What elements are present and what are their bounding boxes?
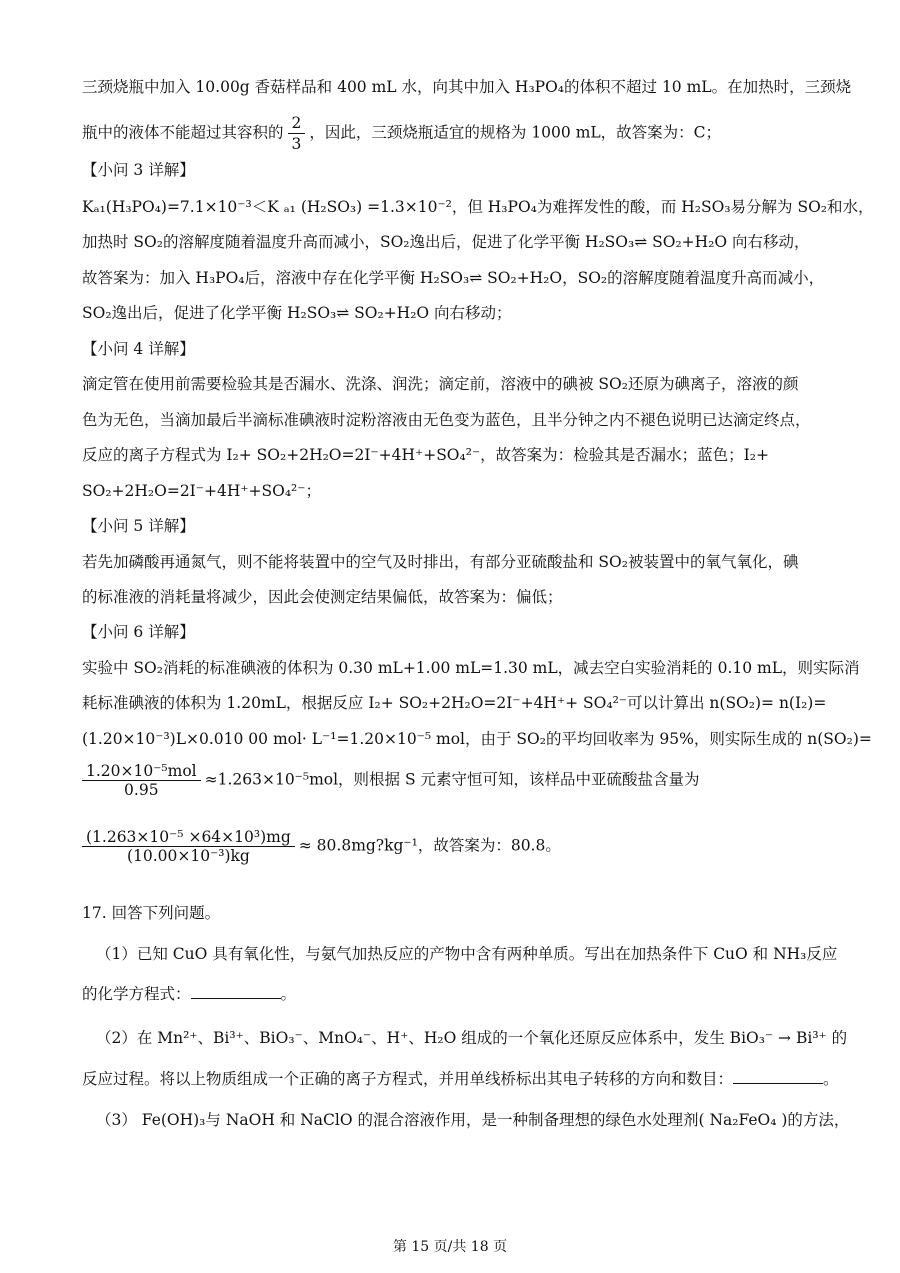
question-title: 17. 回答下列问题。 <box>82 904 221 922</box>
line: SO₂+2H₂O=2I⁻+4H⁺+SO₄²⁻； <box>82 482 321 500</box>
fraction-content: $\frac{\text{(1.263×10⁻⁵ ×64×10³)mg}}{\text{(10.00×10⁻³)kg}}$ <box>82 828 295 865</box>
line: (1.20×10⁻³)L×0.010 00 mol· L⁻¹=1.20×10⁻⁵ mol，由于 SO₂的平均回收率为 95%，则实际生成的 n(SO₂)= <box>82 730 872 748</box>
answer-blank <box>191 984 281 999</box>
section-heading: 【小问 5 详解】 <box>82 517 195 535</box>
line-k-values: Kₐ₁(H₃PO₄)=7.1×10⁻³＜K ₐ₁ (H₂SO₃) =1.3×10⁻²，但 H₃PO₄为难挥发性的酸，而 H₂SO₃易分解为 SO₂和水， <box>82 198 874 216</box>
line-2: 瓶中的液体不能超过其容积的 $\frac{2}{3}$ ，因此，三颈烧瓶适宜的规格为 1000 mL，故答案为：C； <box>82 114 722 153</box>
line: 反应的离子方程式为 I₂+ SO₂+2H₂O=2I⁻+4H⁺+SO₄²⁻，故答案为：检验其是否漏水；蓝色；I₂+ <box>82 446 769 464</box>
question-1-line: （1）已知 CuO 具有氧化性，与氨气加热反应的产物中含有两种单质。写出在加热条件下 CuO 和 NH₃反应 <box>96 945 838 963</box>
section-heading: 【小问 3 详解】 <box>82 161 195 179</box>
line: 故答案为：加入 H₃PO₄后，溶液中存在化学平衡 H₂SO₃⇌ SO₂+H₂O，SO₂的溶解度随着温度升高而减小， <box>82 269 825 287</box>
question-1-line: 的化学方程式： 。 <box>82 985 297 1003</box>
section-heading: 【小问 4 详解】 <box>82 340 195 358</box>
line: 耗标准碘液的体积为 1.20mL，根据反应 I₂+ SO₂+2H₂O=2I⁻+4H⁺+ SO₄²⁻可以计算出 n(SO₂)= n(I₂)= <box>82 694 827 712</box>
equation-fraction-line: $\frac{\text{1.20×10⁻⁵mol}}{0.95}$ ≈1.263×10⁻⁵mol，则根据 S 元素守恒可知，该样品中亚硫酸盐含量为 <box>82 762 700 799</box>
line: 色为无色，当滴加最后半滴标准碘液时淀粉溶液由无色变为蓝色，且半分钟之内不褪色说明已达滴定终点， <box>82 411 811 429</box>
line: 若先加磷酸再通氮气，则不能将装置中的空气及时排出，有部分亚硫酸盐和 SO₂被装置中的氧气氧化，碘 <box>82 553 799 571</box>
section-heading: 【小问 6 详解】 <box>82 623 195 641</box>
line: SO₂逸出后，促进了化学平衡 H₂SO₃⇌ SO₂+H₂O 向右移动； <box>82 304 512 322</box>
line: 加热时 SO₂的溶解度随着温度升高而减小，SO₂逸出后，促进了化学平衡 H₂SO₃⇌ SO₂+H₂O 向右移动， <box>82 233 810 251</box>
line: 的标准液的消耗量将减少，因此会使测定结果偏低，故答案为：偏低； <box>82 588 563 606</box>
line: 实验中 SO₂消耗的标准碘液的体积为 0.30 mL+1.00 mL=1.30 mL，减去空白实验消耗的 0.10 mL，则实际消 <box>82 659 860 677</box>
question-2-line: 反应过程。将以上物质组成一个正确的离子方程式，并用单线桥标出其电子转移的方向和数目： 。 <box>82 1070 839 1088</box>
question-2-line: （2）在 Mn²⁺、Bi³⁺、BiO₃⁻、MnO₄⁻、H⁺、H₂O 组成的一个氧化还原反应体系中，发生 BiO₃⁻ → Bi³⁺ 的 <box>96 1029 848 1047</box>
question-3-line: （3） Fe(OH)₃与 NaOH 和 NaClO 的混合溶液作用，是一种制备理想的绿色水处理剂( Na₂FeO₄ )的方法， <box>96 1111 850 1129</box>
fraction-two-thirds: $\frac{2}{3}$ <box>288 113 306 154</box>
answer-blank <box>733 1069 823 1084</box>
page-footer: 第 15 页/共 18 页 <box>392 1239 508 1255</box>
line: 滴定管在使用前需要检验其是否漏水、洗涤、润洗；滴定前，溶液中的碘被 SO₂还原为碘离子，溶液的颜 <box>82 375 799 393</box>
line-1: 三颈烧瓶中加入 10.00g 香菇样品和 400 mL 水，向其中加入 H₃PO₄的体积不超过 10 mL。在加热时，三颈烧 <box>82 78 852 96</box>
fraction-mol: $\frac{\text{1.20×10⁻⁵mol}}{0.95}$ <box>82 762 201 799</box>
equation-content-line: $\frac{\text{(1.263×10⁻⁵ ×64×10³)mg}}{\text{(10.00×10⁻³)kg}}$ ≈ 80.8mg?kg⁻¹，故答案为：80.8。 <box>82 828 561 865</box>
